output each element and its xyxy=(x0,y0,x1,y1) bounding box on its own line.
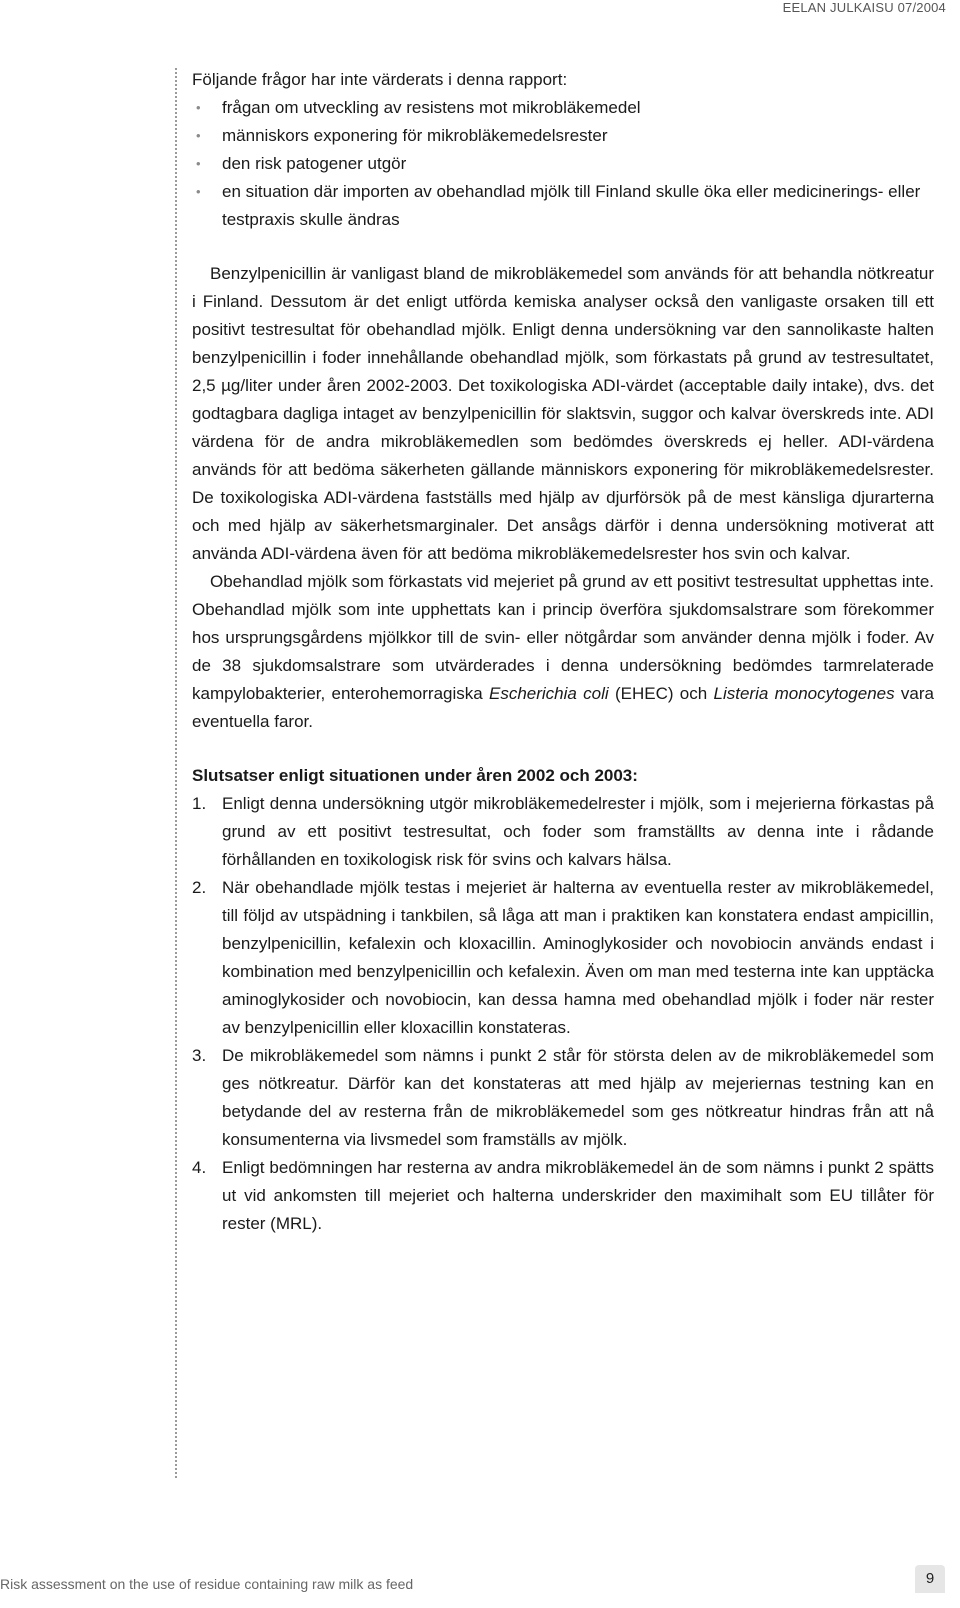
bullet-icon: • xyxy=(196,128,201,143)
list-item: • den risk patogener utgör xyxy=(192,150,934,178)
item-number: 1. xyxy=(192,794,207,813)
intro-lead: Följande frågor har inte värderats i denna rapport: xyxy=(192,70,568,89)
list-item: 1. Enligt denna undersökning utgör mikrobläkemedelrester i mjölk, som i mejerierna förkastas på grund av ett positivt testresultat, och foder som framställts av denna inte i rådande förhållanden en toxikologisk risk för svins och kalvars hälsa. xyxy=(192,790,934,874)
body-paragraph-pathogens: Obehandlad mjölk som förkastats vid mejeriet på grund av ett positivt testresultat upphettas inte. Obehandlad mjölk som inte upphettats kan i princip överföra sjukdomsalstrare som förekommer hos ursprungsgårdens mjölkkor till de svin- eller nötgårdar som använder denna mjölk i foder. Av de 38 sjukdomsalstrare som utvärderades i denna undersökning bedömdes tarmrelaterade kampylobakterier, enterohemorragiska Escherichia coli (EHEC) och Listeria monocytogenes vara eventuella faror. xyxy=(192,572,935,731)
list-item: • frågan om utveckling av resistens mot mikrobläkemedel xyxy=(192,94,934,122)
list-item: 2. När obehandlade mjölk testas i mejeriet är halterna av eventuella rester av mikrobläkemedel, till följd av utspädning i tankbilen, så låga att man i praktiken kan konstatera endast ampicillin, benzylpenicillin, kefalexin och kloxacillin. Aminoglykosider och novobiocin används endast i kombination med benzylpenicillin och kefalexin. Även om man med testerna inte kan upptäcka aminoglykosider och novobiocin, kan dessa hamna med obehandlad mjölk i foder när rester av benzylpenicillin eller kloxacillin konstateras. xyxy=(192,874,934,1042)
footer-title: Risk assessment on the use of residue containing raw milk as feed xyxy=(0,1576,414,1592)
conclusions-heading: Slutsatser enligt situationen under åren 2002 och 2003: xyxy=(192,766,638,785)
publication-header: EELAN JULKAISU 07/2004 xyxy=(782,0,946,15)
page-content xyxy=(192,66,934,1238)
page-number: 9 xyxy=(915,1565,945,1593)
bullet-icon: • xyxy=(196,156,201,171)
conclusions-list xyxy=(192,790,934,1238)
item-number: 4. xyxy=(192,1158,207,1177)
item-number: 2. xyxy=(192,878,207,897)
item-number: 3. xyxy=(192,1046,207,1065)
excluded-questions-list xyxy=(192,94,934,234)
list-item: 4. Enligt bedömningen har resterna av andra mikrobläkemedel än de som nämns i punkt 2 spätts ut vid ankomsten till mejeriet och halterna underskrider den maximihalt som EU tillåter för rester (MRL). xyxy=(192,1154,934,1238)
bullet-icon: • xyxy=(196,184,201,199)
list-item: 3. De mikrobläkemedel som nämns i punkt 2 står för största delen av de mikrobläkemedel som ges nötkreatur. Därför kan det konstateras att med hjälp av mejeriernas testning kan en betydande del av resterna från de mikrobläkemedel som ges nötkreatur hindras från att nå konsumenterna via livsmedel som framställs av mjölk. xyxy=(192,1042,934,1154)
body-paragraph-benzylpenicillin: Benzylpenicillin är vanligast bland de mikrobläkemedel som används för att behandla nötkreatur i Finland. Dessutom är det enligt utförda kemiska analyser också den vanligaste orsaken till ett positivt testresultat för obehandlad mjölk. Enligt denna undersökning var den sannolikaste halten benzylpenicillin i foder innehållande obehandlad mjölk, som förkastats på grund av testresultatet, 2,5 µg/liter under åren 2002-2003. Det toxikologiska ADI-värdet (acceptable daily intake), dvs. det godtagbara dagliga intaget av benzylpenicillin för slaktsvin, suggor och kalvar överskreds inte. ADI värdena för de andra mikrobläkemedlen som bedömdes överskreds ej heller. ADI-värdena används för att bedöma säkerheten gällande människors exponering för mikrobläkemedelsrester. De toxikologiska ADI-värdena fastställs med hjälp av djurförsök på de mest känsliga djurarterna och med hjälp av säkerhetsmarginaler. Det ansågs därför i denna undersökning motiverat att använda ADI-värdena även för att bedöma mikrobläkemedelsrester hos svin och kalvar. xyxy=(192,264,934,563)
margin-dotted-rule xyxy=(175,68,177,1478)
list-item: • människors exponering för mikrobläkemedelsrester xyxy=(192,122,934,150)
list-item: • en situation där importen av obehandlad mjölk till Finland skulle öka eller medicinerings- eller testpraxis skulle ändras xyxy=(192,178,934,234)
bullet-icon: • xyxy=(196,100,201,115)
